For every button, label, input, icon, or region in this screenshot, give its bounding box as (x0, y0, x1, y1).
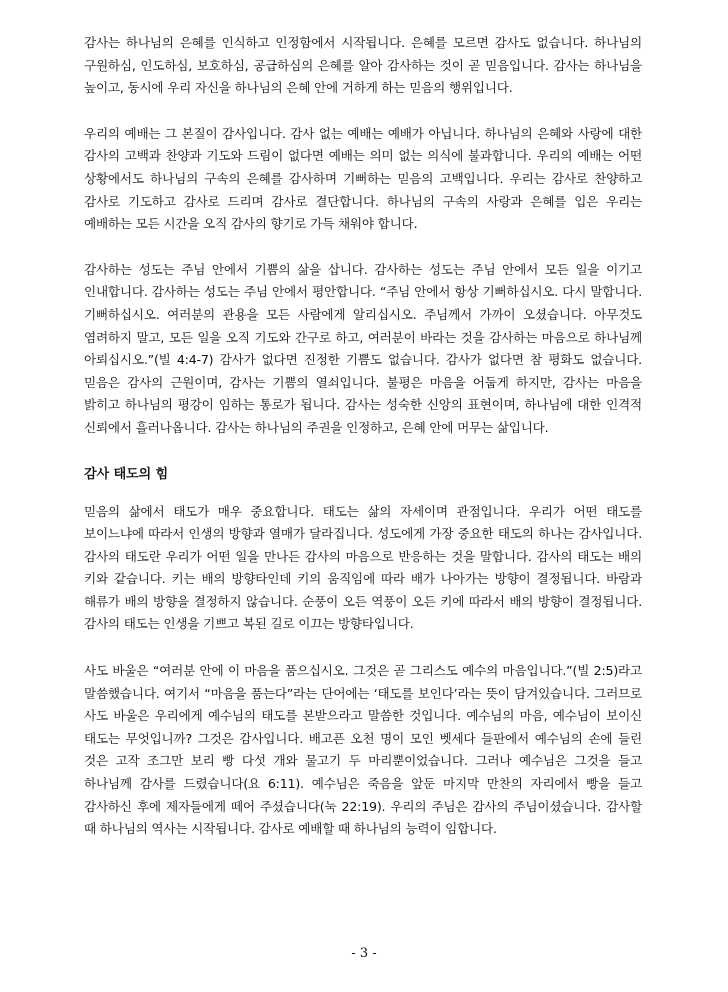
page-number: - 3 - (351, 946, 377, 961)
paragraph-joyful-life: 감사하는 성도는 주님 안에서 기쁨의 삶을 삽니다. 감사하는 성도는 주님 안에서 모든 일을 이기고 인내합니다. 감사하는 성도는 주님 안에서 평안합니다. “주님 안에서 항상 기뻐하십시오. 다시 말합니다. 기뻐하십시오. 여러분의 관용을 모든 사람에게 알리십시오. 주님께서 가까이 오셨습니다. 아무것도 염려하지 말고, 모든 일을 오직 기도와 간구로 하고, 여러분이 바라는 것을 감사하는 마음으로 하나님께 아뢰십시오.”(빌 4:4-7) 감사가 없다면 진정한 기쁨도 없습니다. 감사가 없다면 참 평화도 없습니다. 믿음은 감사의 근원이며, 감사는 기쁨의 열쇠입니다. 불평은 마음을 어둡게 하지만, 감사는 마음을 밝히고 하나님의 평강이 임하는 통로가 됩니다. 감사는 성숙한 신앙의 표현이며, 하나님에 대한 인격적 신뢰에서 흘러나옵니다. 감사는 하나님의 주권을 인정하고, 은혜 안에 머무는 삶입니다. (84, 261, 642, 435)
paragraph-mind-of-christ: 사도 바울은 “여러분 안에 이 마음을 품으십시오. 그것은 곧 그리스도 예수의 마음입니다.”(빌 2:5)라고 말씀했습니다. 여기서 “마음을 품는다”라는 단어에는 ‘태도를 보인다’라는 뜻이 담겨있습니다. 그러므로 사도 바울은 우리에게 예수님의 태도를 본받으라고 말씀한 것입니다. 예수님의 마음, 예수님이 보이신 태도는 무엇입니까? 그것은 감사입니다. 배고픈 오천 명이 모인 벳세다 들판에서 예수님의 손에 들린 것은 고작 조그만 보리 빵 다섯 개와 물고기 두 마리뿐이었습니다. 그러나 예수님은 그것을 들고 하나님께 감사를 드렸습니다(요 6:11). 예수님은 죽음을 앞둔 마지막 만찬의 자리에서 빵을 들고 감사하신 후에 제자들에게 떼어 주셨습니다(눅 22:19). 우리의 주님은 감사의 주님이셨습니다. 감사할 때 하나님의 역사는 시작됩니다. 감사로 예배할 때 하나님의 능력이 임합니다. (84, 663, 642, 837)
paragraph-gratitude-begins-with-grace: 감사는 하나님의 은혜를 인식하고 인정함에서 시작됩니다. 은혜를 모르면 감사도 없습니다. 하나님의 구원하심, 인도하심, 보호하심, 공급하심의 은혜를 알아 감사하는 것이 곧 믿음입니다. 감사는 하나님을 높이고, 동시에 우리 자신을 하나님의 은혜 안에 거하게 하는 믿음의 행위입니다. (84, 35, 642, 96)
document-body (84, 32, 642, 841)
paragraph-attitude-matters: 믿음의 삶에서 태도가 매우 중요합니다. 태도는 삶의 자세이며 관점입니다. 우리가 어떤 태도를 보이느냐에 따라서 인생의 방향과 열매가 달라집니다. 성도에게 가장 중요한 태도의 하나는 감사입니다. 감사의 태도란 우리가 어떤 일을 만나든 감사의 마음으로 반응하는 것을 말합니다. 감사의 태도는 배의 키와 같습니다. 키는 배의 방향타인데 키의 움직임에 따라 배가 나아가는 방향이 결정됩니다. 바람과 해류가 배의 방향을 결정하지 않습니다. 순풍이 오든 역풍이 오든 키에 따라서 배의 방향이 결정됩니다. 감사의 태도는 인생을 기쁘고 복된 길로 이끄는 방향타입니다. (84, 503, 642, 632)
section-heading: 감사 태도의 힘 (84, 466, 169, 482)
paragraph-worship-is-gratitude: 우리의 예배는 그 본질이 감사입니다. 감사 없는 예배는 예배가 아닙니다. 하나님의 은혜와 사랑에 대한 감사의 고백과 찬양과 기도와 드림이 없다면 예배는 의미 없는 의식에 불과합니다. 우리의 예배는 어떤 상황에서도 하나님의 구속의 은혜를 감사하며 기뻐하는 믿음의 고백입니다. 우리는 감사로 찬양하고 감사로 기도하고 감사로 드리며 감사로 결단합니다. 하나님의 구속의 사랑과 은혜를 입은 우리는 예배하는 모든 시간을 오직 감사의 향기로 가득 채워야 합니다. (84, 125, 642, 232)
